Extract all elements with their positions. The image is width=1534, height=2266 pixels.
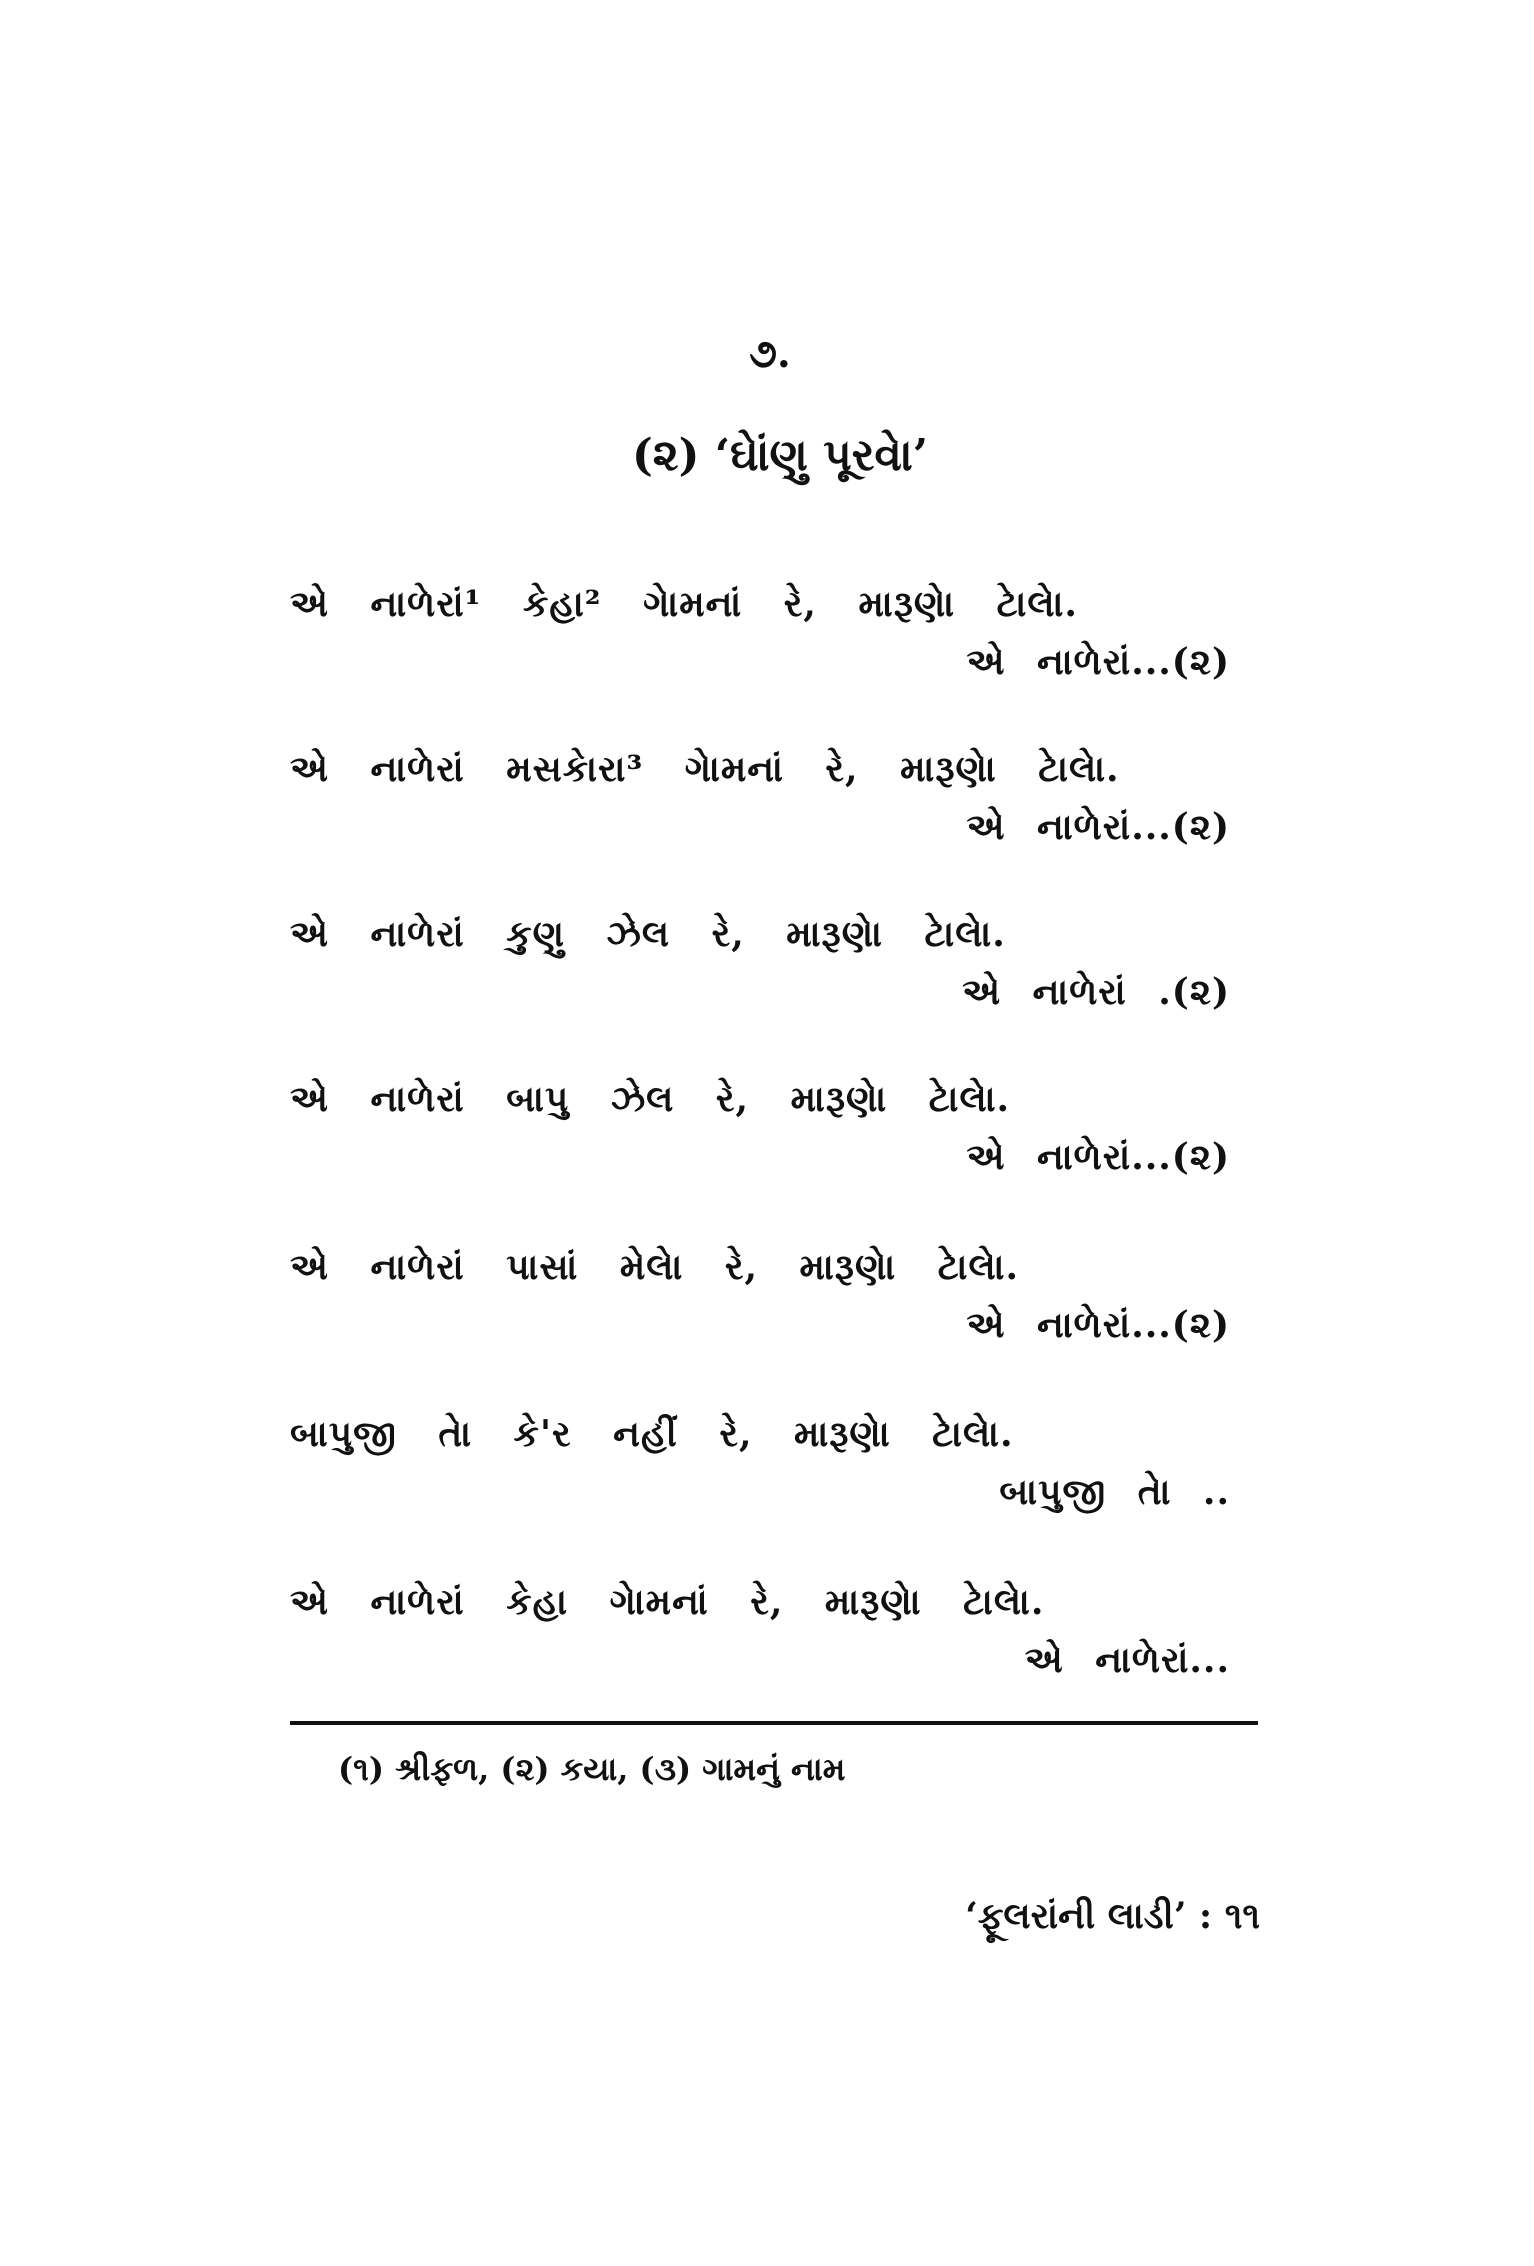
- verse-line: એ નાળેરાં બાપુ ઝેલ રે, મારૂણેા ટેાલેા.: [290, 1078, 1011, 1120]
- verse-refrain: બાપુજી તેા ..: [999, 1471, 1230, 1513]
- verse-line: બાપુજી તેા કે'ર નહીં રે, મારૂણેા ટેાલેા.: [290, 1413, 1014, 1455]
- verse: [290, 1238, 1230, 1354]
- page-footer: ‘ફૂલરાંની લાડી’ : ૧૧: [965, 1895, 1260, 1937]
- verse: [290, 1070, 1230, 1186]
- verse-refrain: એ નાળેરાં...(૨): [966, 806, 1230, 848]
- verse-refrain: એ નાળેરાં .(૨): [962, 971, 1230, 1013]
- verse: [290, 1573, 1230, 1689]
- footnote-divider: [290, 1721, 1258, 1725]
- song-number: ૭.: [749, 330, 791, 377]
- verse-line: એ નાળેરાં કેહા ગેામનાં રે, મારૂણેા ટેાલેા.: [290, 1581, 1045, 1623]
- verse-line: એ નાળેરાં¹ કેહા² ગેામનાં રે, મારૂણેા ટેાલેા.: [290, 583, 1078, 625]
- verse-refrain: એ નાળેરાં...: [1024, 1639, 1230, 1681]
- verse-refrain: એ નાળેરાં...(૨): [966, 641, 1230, 683]
- verse-refrain: એ નાળેરાં...(૨): [966, 1304, 1230, 1346]
- verse-line: એ નાળેરાં પાસાં મેલેા રે, મારૂણેા ટેાલેા.: [290, 1246, 1020, 1288]
- footnote: (૧) શ્રીફળ, (૨) કયા, (૩) ગામનું નામ: [338, 1750, 846, 1788]
- verse-refrain: એ નાળેરાં...(૨): [966, 1136, 1230, 1178]
- verse: [290, 905, 1230, 1021]
- verse-line: એ નાળેરાં કુણુ ઝેલ રે, મારૂણેા ટેાલેા.: [290, 913, 1006, 955]
- verse: [290, 1405, 1230, 1521]
- verse-line: એ નાળેરાં મસકેારા³ ગેામનાં રે, મારૂણેા ટેાલેા.: [290, 748, 1120, 790]
- verse: [290, 575, 1230, 691]
- song-title: (૨) ‘ઘેાંણુ પૂરવેા’: [631, 430, 929, 481]
- verse: [290, 740, 1230, 856]
